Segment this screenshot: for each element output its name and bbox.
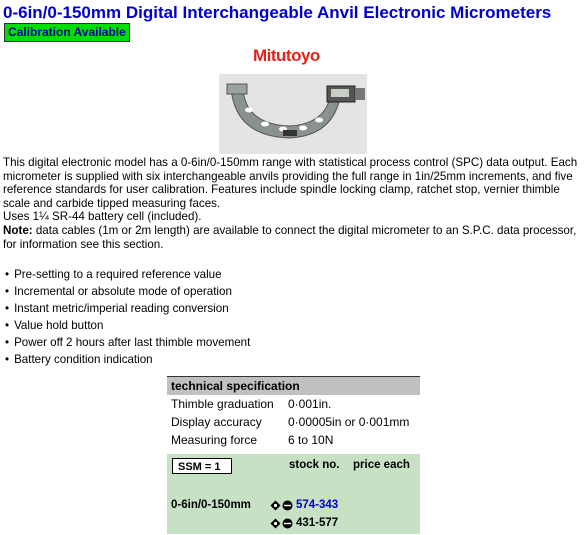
feature-item: • Incremental or absolute mode of operation [5, 283, 250, 300]
feature-item: • Pre-setting to a required reference value [5, 266, 250, 283]
note-paragraph [3, 224, 583, 251]
spec-row [167, 431, 420, 449]
description [3, 156, 583, 251]
spec-key: Measuring force [171, 433, 258, 447]
brand-logo: Mitutoyo [253, 46, 320, 65]
spec-table [167, 376, 420, 449]
spec-key: Thimble graduation [171, 397, 274, 411]
feature-item: • Battery condition indication [5, 351, 250, 368]
order-panel [167, 454, 420, 534]
spec-row [167, 395, 420, 413]
stock-number: 431-577 [296, 517, 339, 529]
model-label: 0-6in/0-150mm [171, 499, 251, 511]
micrometer-image [219, 74, 367, 154]
stock-link[interactable]: 574-343 [296, 499, 339, 511]
page-title [3, 2, 583, 46]
spec-value: 0·001in. [288, 397, 332, 411]
product-title: 0-6in/0-150mm Digital Interchangeable Anvil Electronic Micrometers [3, 3, 552, 22]
stock-row [270, 499, 338, 511]
feature-list [5, 266, 250, 368]
feature-item: • Power off 2 hours after last thimble movement [5, 334, 250, 351]
price-header: price each [353, 459, 410, 471]
stock-header: stock no. [289, 459, 340, 471]
spec-value: 6 to 10N [288, 433, 334, 447]
calibration-badge[interactable]: Calibration Available [4, 23, 130, 42]
note-label: Note: [3, 223, 33, 237]
spec-heading: technical specification [167, 376, 420, 395]
feature-item: • Value hold button [5, 317, 250, 334]
stock-row [270, 517, 338, 529]
diamond-icon [270, 500, 294, 511]
note-text: data cables (1m or 2m length) are available to connect the digital micrometer to an S.P.C. data processor, for information see this section. [3, 223, 577, 251]
spec-key: Display accuracy [171, 415, 262, 429]
diamond-icon [270, 518, 294, 529]
spec-value: 0·00005in or 0·001mm [288, 415, 410, 429]
description-text: This digital electronic model has a 0-6in/0-150mm range with statistical process control (SPC) data output. Each micrometer is supplied with six interchangeable anvils providing the full range in 1in/25mm increments, and five reference standards for user calibration. Features include spindle locking clamp, ratchet stop, vernier thimble scale and carbide tipped measuring faces. [3, 156, 578, 210]
ssm-box: SSM = 1 [172, 458, 232, 474]
feature-item: • Instant metric/imperial reading conversion [5, 300, 250, 317]
spec-row [167, 413, 420, 431]
battery-text: Uses 1¼ SR-44 battery cell (included). [3, 210, 202, 224]
product-image [219, 74, 367, 154]
